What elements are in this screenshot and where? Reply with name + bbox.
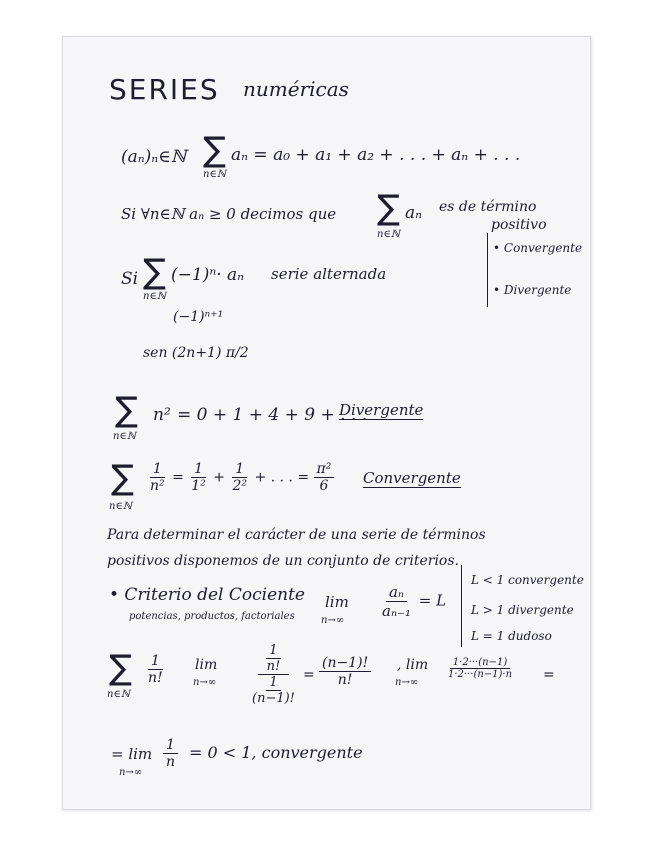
case2-eq1: L = 1 dudoso: [471, 629, 552, 643]
title-series: SERIES: [109, 73, 220, 106]
def-sigma: ∑: [203, 130, 226, 170]
positive-index: n∈ℕ: [377, 229, 400, 240]
def-expansion: aₙ = a₀ + a₁ + a₂ + . . . + aₙ + . . .: [231, 145, 521, 165]
final-sub: n→∞: [119, 767, 143, 778]
ex1-label: Divergente: [339, 401, 424, 419]
ex3-lim-2-sub: n→∞: [395, 677, 419, 688]
def-sum-index: n∈ℕ: [203, 169, 226, 180]
criterio-name: • Criterio del Cociente: [109, 585, 305, 605]
final-lead: = lim: [111, 745, 153, 763]
case-divergent: • Divergente: [493, 283, 572, 297]
criterio-lim-sub: n→∞: [321, 615, 345, 626]
criterio-ratio: $\frac{\text{aₙ}}{\text{aₙ₋₁}}$ = L: [382, 583, 447, 620]
ex3-lim: lim: [195, 657, 218, 673]
alt-expr: (−1)ⁿ· aₙ: [171, 265, 245, 285]
para-line-1: Para determinar el carácter de una serie de términos: [107, 527, 486, 543]
ex1-index: n∈ℕ: [113, 431, 136, 442]
ex3-frac-f: $\frac{(n-1)!}{n!}$: [319, 655, 371, 688]
positive-sigma: ∑: [377, 188, 400, 228]
cases2-bracket: [461, 565, 462, 647]
criterio-lim: lim: [325, 593, 349, 611]
case2-gt1: L > 1 divergente: [471, 603, 574, 617]
positive-term: aₙ: [405, 203, 423, 223]
ex3-lim-2: , lim: [397, 657, 429, 673]
final-rest: = 0 < 1, convergente: [189, 743, 363, 762]
ex3-frac-g: $\frac{1\cdot 2\cdot\cdot\cdot(n-1)}{1\cdot 2\cdot\cdot\cdot(n-1)\cdot n}$: [448, 657, 513, 680]
alt-label: serie alternada: [271, 265, 387, 283]
ex3-compound: $\frac{\frac{1}{n!}}{\frac{1}{(n-1)!}}$: [252, 643, 295, 706]
ex3-eq: =: [303, 667, 315, 683]
notebook-page: [62, 36, 591, 810]
positive-text-b: es de término: [439, 199, 537, 215]
ex3-index: n∈ℕ: [107, 689, 130, 700]
case-convergent: • Convergente: [493, 241, 583, 255]
ex2-result: $\frac{\text{π²}}{6}$: [314, 461, 335, 494]
ex1-sigma: ∑: [115, 390, 138, 430]
ex3-lim-sub: n→∞: [193, 677, 217, 688]
ex3-tail: =: [543, 667, 555, 683]
ex2-frac-1: $\frac{1}{\text{n²}}$: [150, 461, 165, 494]
ex3-sigma: ∑: [109, 648, 132, 688]
final-frac: $\frac{1}{n}$: [163, 737, 178, 770]
alt-form-1: (−1)ⁿ⁺¹: [173, 309, 224, 325]
ex2-expr: $\frac{1}{\text{n²}}$ = $\frac{1}{\text{1²}}$ + $\frac{1}{\text{2²}}$ + . . . = $\frac{\text{π²}}{6}$: [147, 461, 334, 494]
alt-form-2: sen (2n+1) π/2: [143, 345, 249, 361]
cases-bracket: [487, 233, 488, 307]
alt-si: Si: [121, 269, 139, 289]
title-numericas: numéricas: [243, 77, 349, 101]
ex2-frac-2: $\frac{1}{\text{1²}}$: [191, 461, 206, 494]
ex2-index: n∈ℕ: [109, 501, 132, 512]
positive-text-c: positivo: [491, 217, 547, 233]
alt-sigma: ∑: [143, 252, 166, 292]
para-line-2: positivos disponemos de un conjunto de criterios.: [107, 553, 459, 569]
ex2-sigma: ∑: [111, 458, 134, 498]
positive-text: Si ∀n∈ℕ aₙ ≥ 0 decimos que: [121, 205, 337, 223]
ex3-term: $\frac{1}{n!}$: [148, 653, 163, 686]
case2-lt1: L < 1 convergente: [471, 573, 584, 587]
def-sequence: (aₙ)ₙ∈ℕ: [121, 147, 187, 167]
ex2-frac-3: $\frac{1}{\text{2²}}$: [232, 461, 247, 494]
ex2-label: Convergente: [363, 469, 461, 487]
criterio-note: potencias, productos, factoriales: [129, 611, 295, 622]
ex1-expansion: = 0 + 1 + 4 + 9 + . . .: [177, 405, 368, 425]
alt-index: n∈ℕ: [143, 291, 166, 302]
ex1-term: n²: [153, 405, 171, 425]
